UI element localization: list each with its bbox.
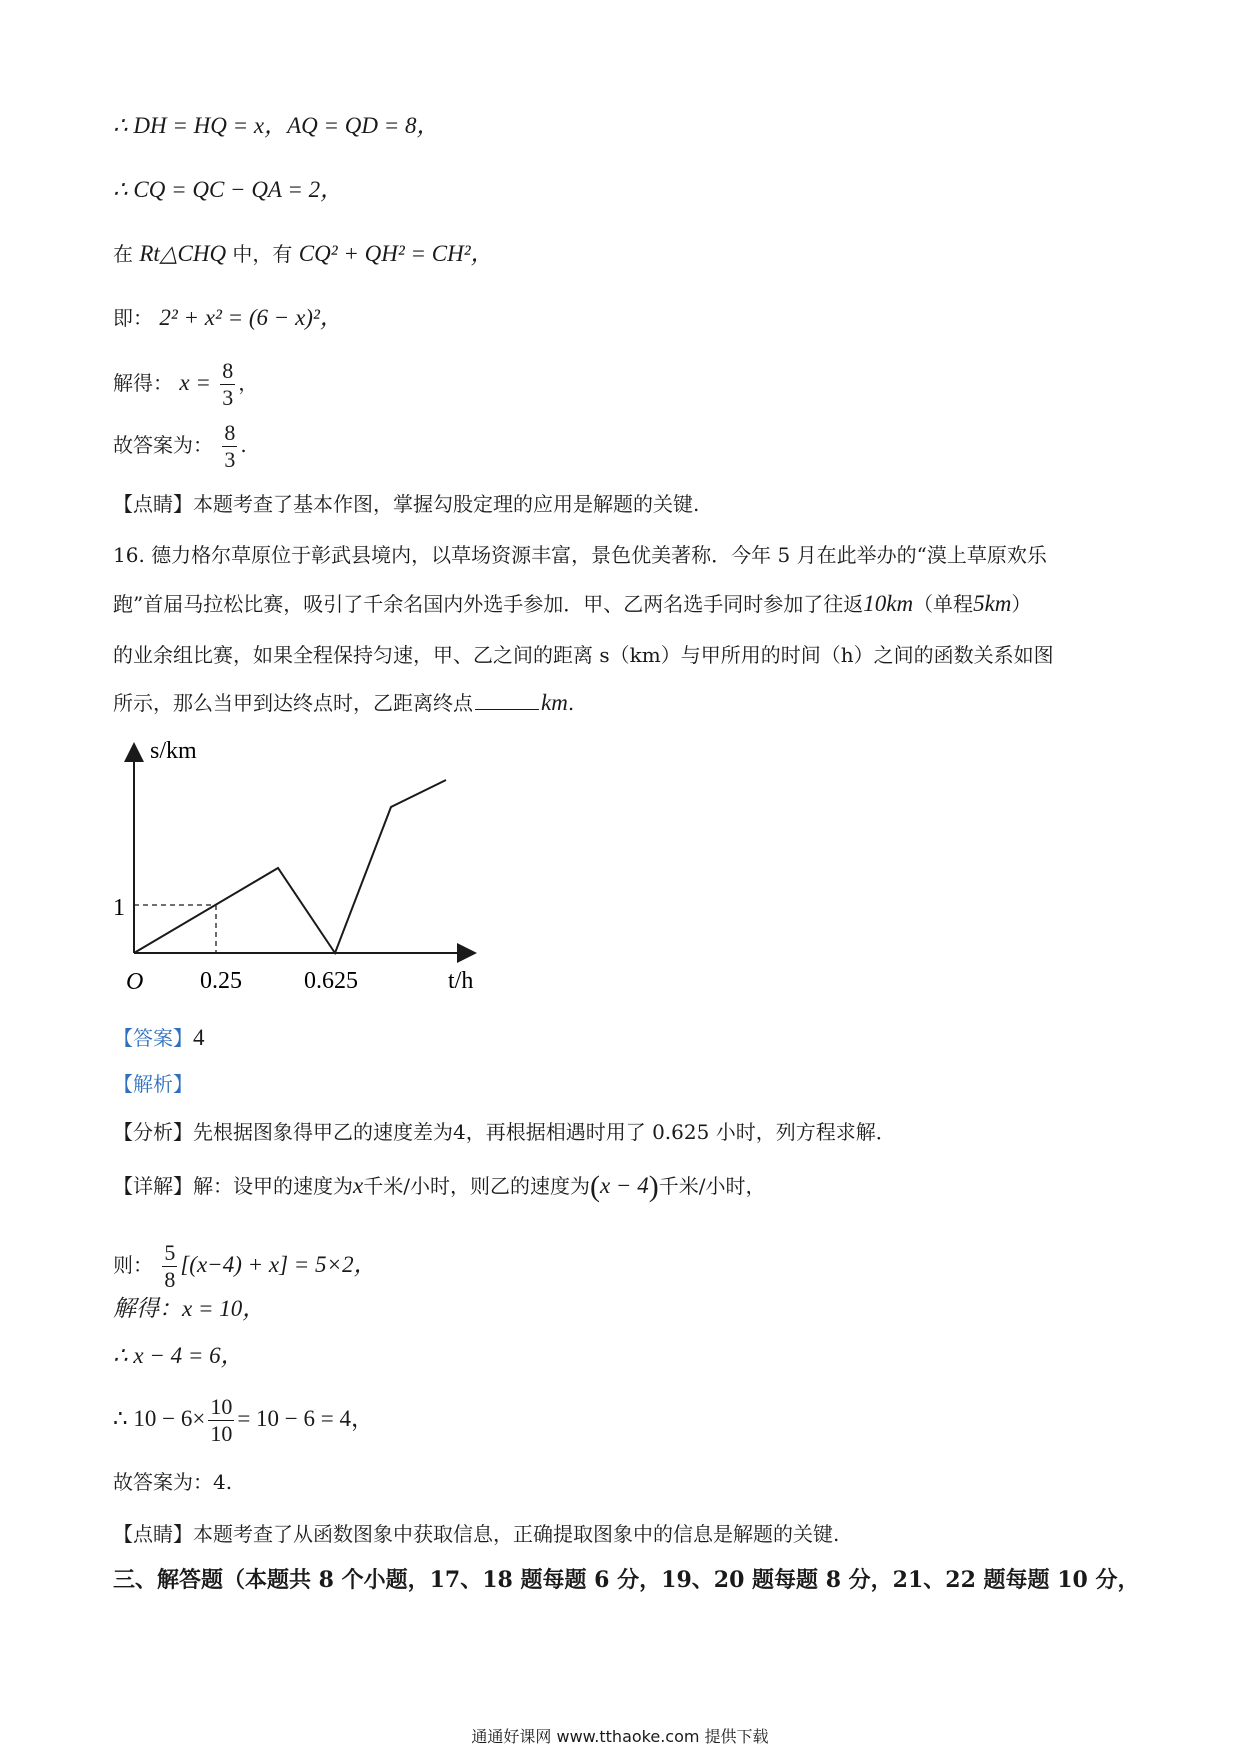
fraction-denominator: 3	[224, 447, 236, 472]
solution-line-2	[113, 176, 343, 204]
question-text: ）	[1011, 592, 1032, 616]
y-tick-label: 1	[113, 895, 125, 921]
solution-line-4	[113, 304, 343, 332]
equation-text: ∴ x − 4 = 6，	[113, 1343, 244, 1368]
question-16-line-3	[113, 641, 1054, 669]
equation-text: ∴ DH = HQ = x，AQ = QD = 8，	[113, 113, 440, 138]
question-text: （单程	[913, 592, 974, 616]
equation-text: ∴ CQ = QC − QA = 2，	[113, 177, 344, 202]
distance-polyline	[134, 780, 446, 953]
fraction-denominator: 8	[164, 1267, 176, 1292]
equation-text: 2² + x² = (6 − x)²，	[159, 305, 343, 330]
text-segment: 则：	[113, 1253, 153, 1277]
origin-label: O	[126, 969, 144, 995]
answer-blank	[475, 689, 539, 710]
fraction-numerator: 5	[164, 1240, 176, 1265]
fraction-numerator: 8	[224, 420, 236, 445]
text-segment: 中，有	[232, 242, 293, 266]
fraction-numerator: 10	[210, 1394, 233, 1419]
equation-line-4	[113, 1394, 374, 1447]
paren-close: )	[648, 1170, 659, 1203]
unit-label: km	[541, 690, 568, 715]
equation-text: = 10 − 6 = 4，	[237, 1406, 374, 1431]
triangle-label: Rt△CHQ	[139, 241, 227, 266]
variable-x: x	[353, 1173, 364, 1198]
equation-text: x =	[179, 370, 211, 395]
dianjing-tag: 【点睛】	[113, 492, 193, 516]
paren-open: (	[589, 1170, 600, 1203]
text-segment: .	[240, 433, 247, 457]
analysis-heading	[113, 1070, 193, 1098]
analysis-tag: 【解析】	[113, 1072, 193, 1096]
xiangjie-text: 解：设甲的速度为	[193, 1174, 353, 1198]
equation-line-1	[113, 1240, 377, 1293]
distance-time-graph	[110, 728, 490, 1003]
answer-line	[113, 1024, 205, 1052]
xiangjie-tag: 【详解】	[113, 1174, 193, 1198]
dianjing-line-1	[113, 490, 699, 518]
fraction	[222, 420, 237, 473]
xiangjie-text: 千米/小时，则乙的速度为	[363, 1174, 590, 1198]
text-segment: 在	[113, 242, 133, 266]
question-16-line-1	[113, 541, 1047, 569]
dianjing-text: 本题考查了从函数图象中获取信息，正确提取图象中的信息是解题的关键.	[193, 1522, 840, 1546]
fraction	[220, 358, 235, 411]
question-text: 的业余组比赛，如果全程保持匀速，甲、乙之间的距离 s（km）与甲所用的时间（h）之间的函数关系如图	[113, 643, 1054, 667]
fenxi-tag: 【分析】	[113, 1120, 193, 1144]
fraction-denominator: 3	[222, 385, 234, 410]
question-text: 16. 德力格尔草原位于彰武县境内，以草场资源丰富，景色优美著称．今年 5 月在此举办的“漠上草原欢乐	[113, 543, 1047, 567]
fraction-numerator: 8	[222, 358, 234, 383]
equation-line-3	[113, 1342, 244, 1370]
x-tick-label-2: 0.625	[304, 968, 358, 994]
equation-text: [(x−4) + x] = 5×2，	[180, 1252, 377, 1277]
equation-text: ∴ 10 − 6×	[113, 1406, 206, 1431]
dianjing-text: 本题考查了基本作图，掌握勾股定理的应用是解题的关键.	[193, 492, 700, 516]
fraction	[208, 1394, 234, 1447]
fenxi-text: 先根据图象得甲乙的速度差为4，再根据相遇时用了 0.625 小时，列方程求解．	[193, 1120, 896, 1144]
solution-line-3	[113, 240, 494, 268]
question-16-line-2	[113, 590, 1031, 618]
text-segment: ，	[238, 371, 259, 395]
solution-line-6	[113, 420, 247, 473]
x-tick-label-1: 0.25	[200, 968, 242, 994]
final-answer: 故答案为：4.	[113, 1470, 233, 1494]
xiangjie-text: 千米/小时，	[658, 1174, 766, 1198]
footer-text: 通通好课网 www.tthaoke.com 提供下载	[471, 1727, 769, 1746]
equation-text: 解得：x = 10，	[113, 1296, 266, 1321]
question-16-line-4	[113, 689, 574, 717]
section-heading-text: 三、解答题（本题共 8 个小题，17、18 题每题 6 分，19、20 题每题 8 分，21、22 题每题 10 分，	[113, 1567, 1140, 1593]
text-segment: 即：	[113, 306, 153, 330]
y-axis-label: s/km	[150, 738, 197, 764]
question-text: .	[567, 691, 575, 715]
final-answer-line	[113, 1468, 232, 1496]
question-text: 所示，那么当甲到达终点时，乙距离终点	[113, 691, 473, 715]
distance-value: 10km	[863, 591, 914, 616]
dianjing-line-2	[113, 1520, 839, 1548]
page-footer	[0, 1724, 1240, 1747]
fenxi-line	[113, 1118, 896, 1146]
question-text: 跑”首届马拉松比赛，吸引了千余名国内外选手参加．甲、乙两名选手同时参加了往返	[113, 592, 864, 616]
speed-expression: x − 4	[599, 1173, 649, 1198]
equation-text: CQ² + QH² = CH²，	[298, 241, 494, 266]
solution-line-5	[113, 358, 258, 411]
solution-line-1	[113, 112, 440, 140]
fraction-denominator: 10	[210, 1421, 233, 1446]
text-segment: 解得：	[113, 371, 173, 395]
fraction	[162, 1240, 177, 1293]
text-segment: 故答案为：	[113, 433, 213, 457]
x-axis-label: t/h	[448, 968, 474, 994]
xiangjie-line	[113, 1172, 765, 1201]
answer-tag: 【答案】	[113, 1026, 193, 1050]
distance-value: 5km	[973, 591, 1012, 616]
equation-line-2	[113, 1295, 265, 1323]
answer-value: 4	[193, 1025, 205, 1050]
dianjing-tag: 【点睛】	[113, 1522, 193, 1546]
section-3-heading	[113, 1566, 1139, 1594]
